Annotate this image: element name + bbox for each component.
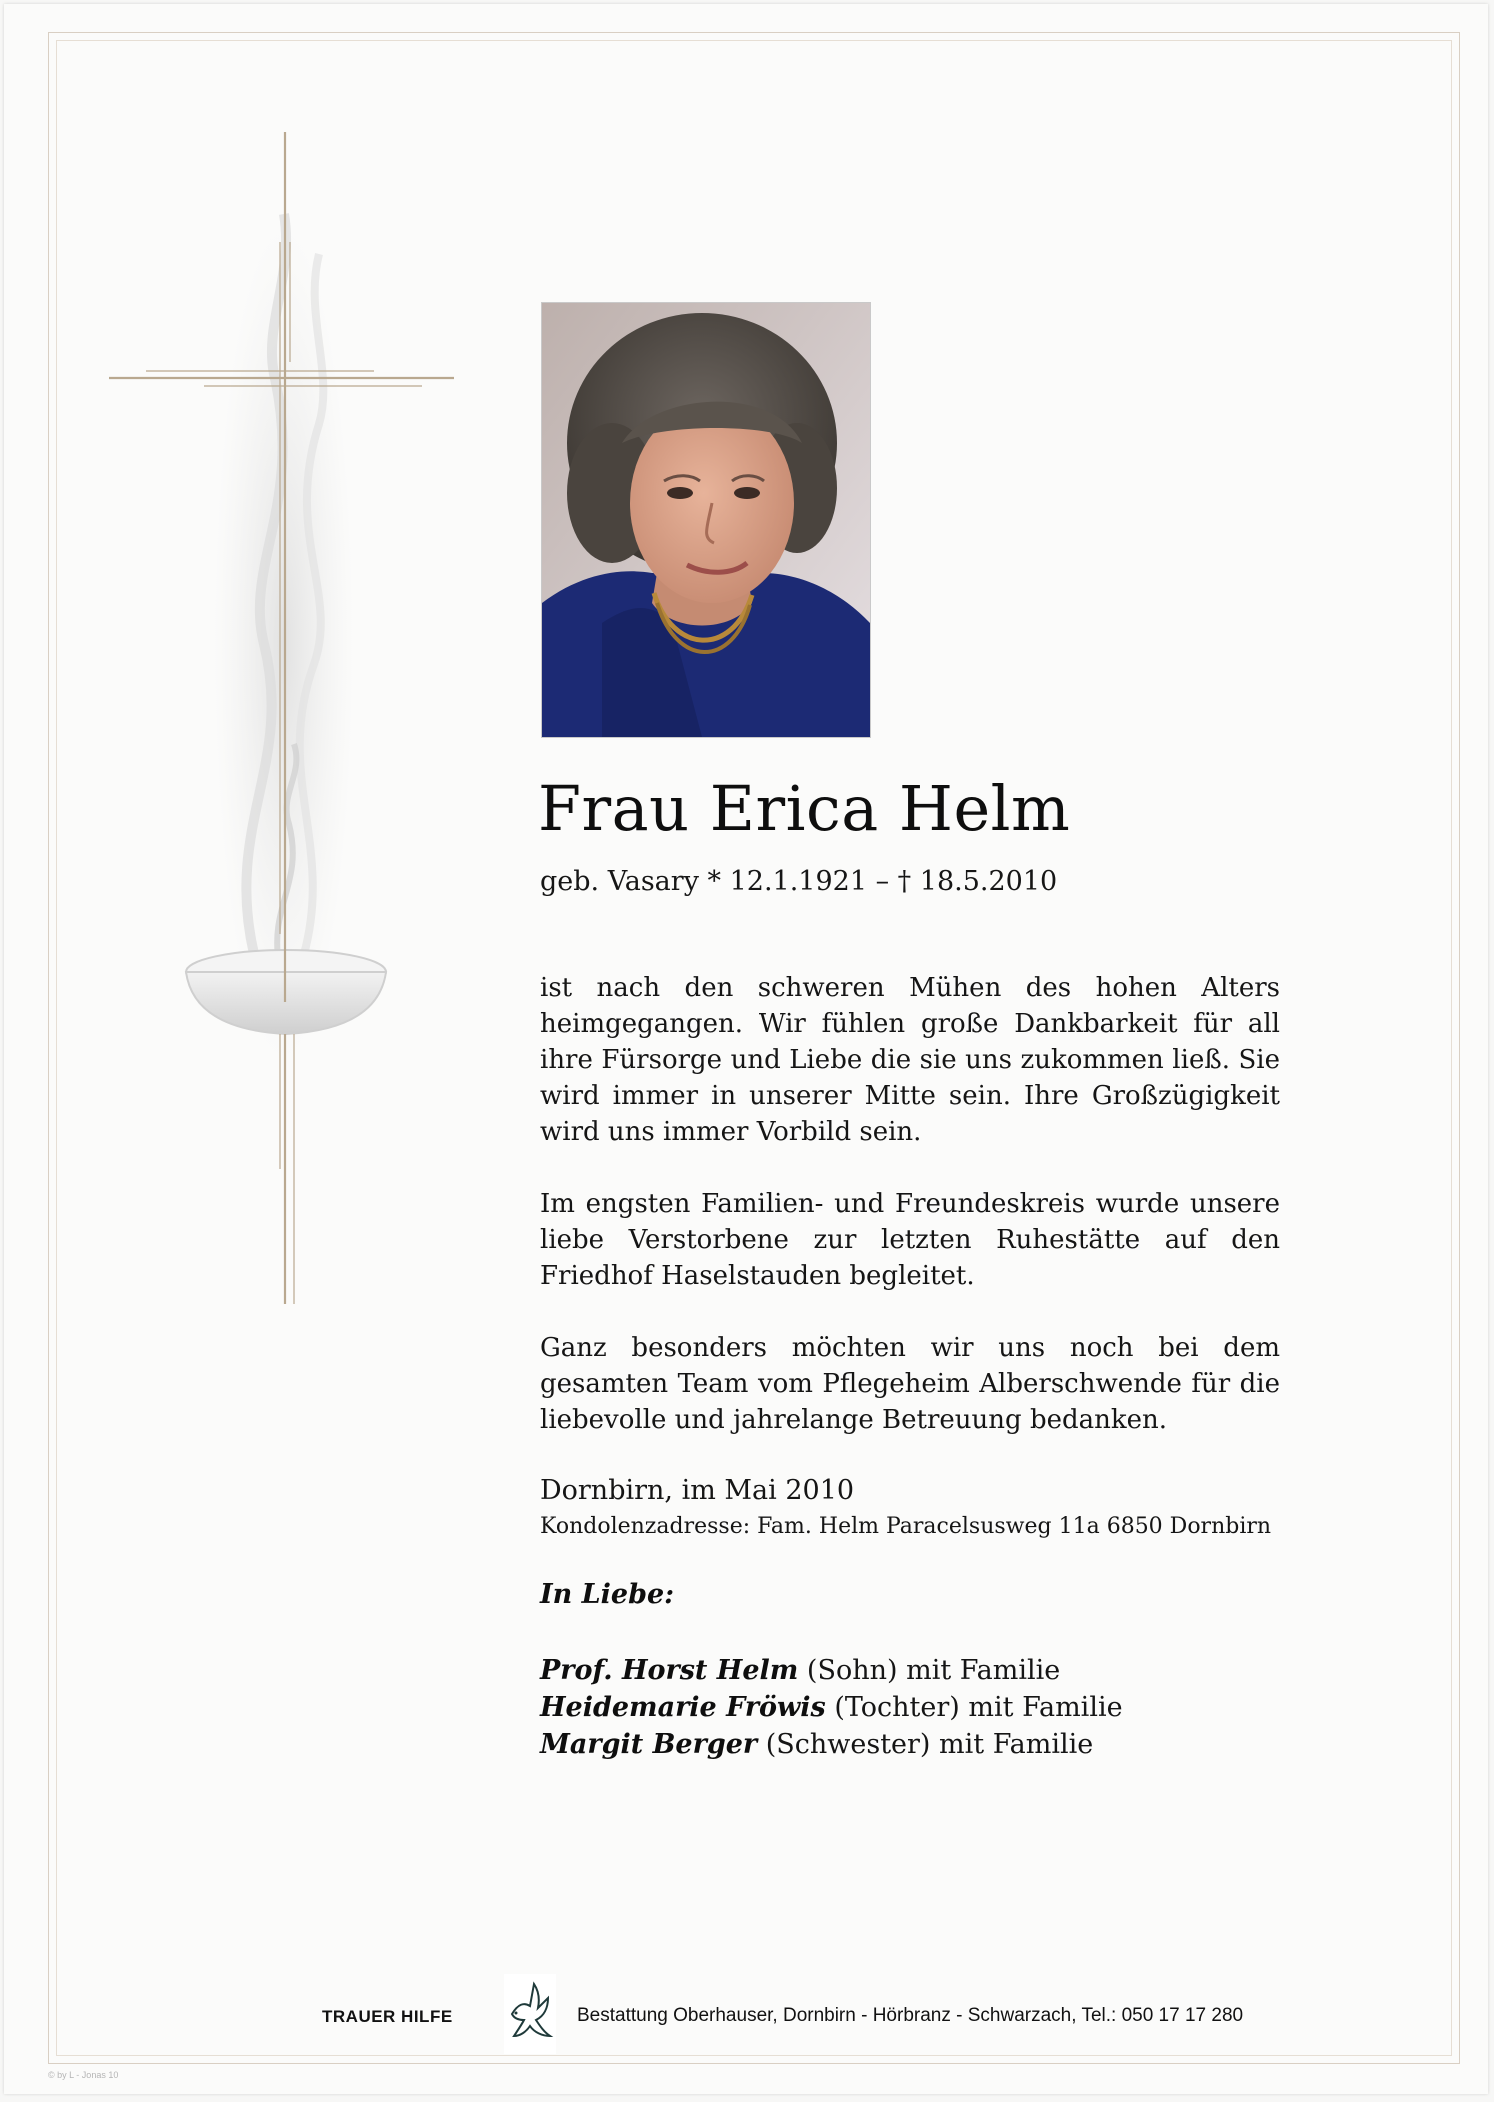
life-dates: geb. Vasary * 12.1.1921 – † 18.5.2010 [540,866,1058,897]
copyright-note: © by L - Jonas 10 [48,2070,119,2080]
mourner-relation: (Tochter) mit Familie [825,1692,1123,1723]
mourner-entry [540,1726,1123,1763]
obituary-page [4,4,1488,2094]
obituary-paragraph: Ganz besonders möchten wir uns noch bei dem gesamten Team vom Pflegeheim Alberschwende für die liebevolle und jahrelange Betreuung bedanken. [540,1333,1280,1435]
condolence-address: Kondolenzadresse: Fam. Helm Paracelsusweg 11a 6850 Dornbirn [540,1514,1272,1539]
obituary-text [540,970,1280,1474]
deceased-name: Frau Erica Helm [538,772,1071,845]
obituary-paragraph: ist nach den schweren Mühen des hohen Alters heimgegangen. Wir fühlen große Dankbarkeit für all ihre Fürsorge und Liebe die sie uns zukommen ließ. Sie wird immer in unserer Mitte sein. Ihre Großzügigkeit wird uns immer Vorbild sein. [540,973,1280,1147]
mourner-entry [540,1689,1123,1726]
mourner-entry [540,1652,1123,1689]
in-love-heading: In Liebe: [540,1579,675,1610]
mourner-relation: (Sohn) mit Familie [798,1655,1061,1686]
footer-brand: TRAUER HILFE [322,2007,453,2026]
mourner-name: Heidemarie Fröwis [540,1692,826,1723]
obituary-paragraph: Im engsten Familien- und Freundeskreis wurde unsere liebe Verstorbene zur letzten Ruhestätte auf den Friedhof Haselstauden begleitet. [540,1189,1280,1291]
mourner-relation: (Schwester) mit Familie [757,1729,1094,1760]
funeral-home-contact: Bestattung Oberhauser, Dornbirn - Hörbranz - Schwarzach, Tel.: 050 17 17 280 [577,2005,1244,2026]
mourner-name: Margit Berger [540,1729,758,1760]
dove-icon [504,1974,556,2054]
mourners-list [540,1652,1123,1763]
mourner-name: Prof. Horst Helm [540,1655,799,1686]
cross-icon [104,124,464,1314]
portrait-photo [541,302,871,738]
place-date: Dornbirn, im Mai 2010 [540,1475,855,1506]
